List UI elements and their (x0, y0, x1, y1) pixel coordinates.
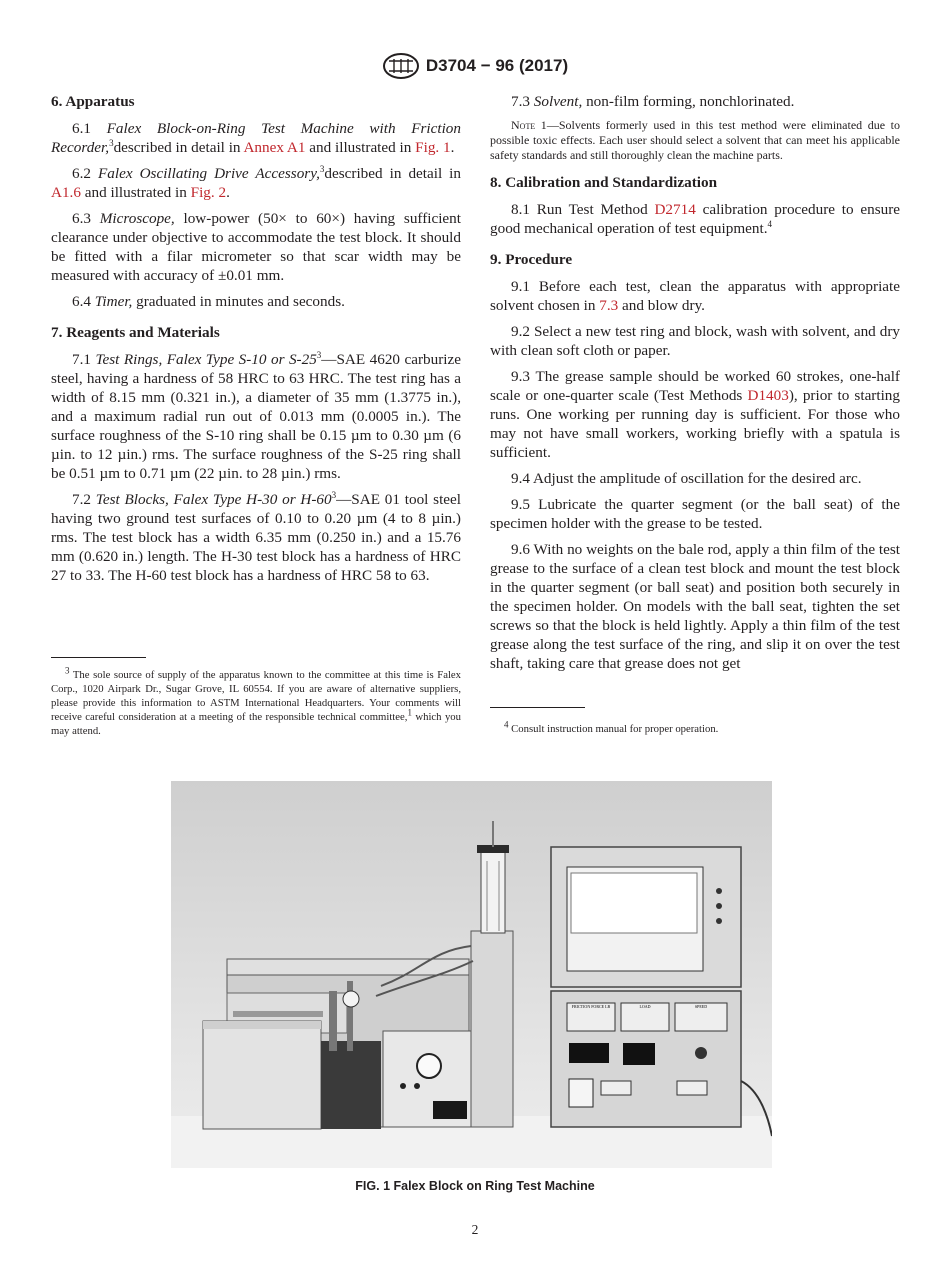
para-8-1: 8.1 Run Test Method D2714 calibration procedure to ensure good mechanical operation of test equipment.$^4$ (490, 201, 901, 237)
annex-a1-link[interactable]: Annex A1 (243, 139, 306, 156)
note-1: Note 1—Solvents formerly used in this test method were eliminated due to possible toxic effects. Each user should select a solvent that can meet his applicable safety standards and still thoroughly clean the machine parts. (490, 118, 900, 162)
panel-label-load: LOAD (639, 1004, 651, 1009)
section-8-heading: 8. Calibration and Standardization (490, 174, 718, 191)
page-header (0, 52, 950, 85)
para-9-6: 9.6 With no weights on the bale rod, apply a thin film of the test grease to the surface of a clean test block and mount the test block in the quarter segment (or ball seat) and position both securely in the specimen holder. On models with the ball seat, tighten the set screws so that the block is held lightly. Apply a thin film of the test grease along the test surface of the ring, and slip it on over the test shaft, taking care that grease does not get (490, 541, 900, 672)
para-6-2: 6.2 Falex Oscillating Drive Accessory,$^3$described in detail in A1.6 and illustrated in Fig. 2. (51, 163, 461, 201)
para-6-4: 6.4 Timer, graduated in minutes and seconds. (72, 293, 345, 310)
para-9-3: 9.3 The grease sample should be worked 60 strokes, one-half scale or one-quarter scale (Test Methods D1403), prior to starting runs. One working per running day is sufficient. For those who may not have small workers, working briefly with a spatula is sufficient. (490, 368, 900, 461)
para-6-1: 6.1 Falex Block-on-Ring Test Machine with Friction Recorder,$^3$described in detail in Annex A1 and illustrated in Fig. 1. (51, 120, 461, 156)
para-9-2: 9.2 Select a new test ring and block, wash with solvent, and dry with clean soft cloth or paper. (490, 323, 900, 359)
section-7-3-link[interactable]: 7.3 (599, 297, 619, 314)
fig-2-link[interactable]: Fig. 2 (190, 184, 227, 201)
footnote-3: $^3$ The sole source of supply of the apparatus known to the committee at this time is Falex Corp., 1020 Airpark Dr., Sugar Grove, IL 60554. If you are aware of alternative suppliers, please provide this information to ASTM International Headquarters. Your comments will receive careful consideration at a meeting of the responsible technical committee,$^1$ which you may attend. (51, 665, 461, 737)
section-6-heading: 6. Apparatus (51, 93, 135, 110)
footnote-rule-left (51, 657, 146, 658)
section-7-heading: 7. Reagents and Materials (51, 324, 220, 341)
para-9-4: 9.4 Adjust the amplitude of oscillation for the desired arc. (511, 470, 862, 487)
page-number: 2 (471, 1222, 479, 1237)
fig-1-link[interactable]: Fig. 1 (415, 139, 451, 156)
left-column (51, 92, 461, 592)
d2714-link[interactable]: D2714 (654, 201, 696, 218)
panel-label-speed: SPEED (694, 1004, 708, 1009)
para-7-2: 7.2 Test Blocks, Falex Type H-30 or $H-60^3—SAE$ 01 tool steel having two ground test surfaces of 0.10 to 0.20 µm (4 to 8 µin.) rms. The test block has a width 6.35 mm (0.250 in.) and a 15.76 mm (0.620 in.) length. The H-30 test block has a hardness of HRC 27 to 33. The H-60 test block has a hardness of HRC 58 to 63. (51, 489, 461, 584)
right-column (490, 92, 900, 680)
figure-1-photo (171, 781, 772, 1168)
figure-caption: FIG. 1 Falex Block on Ring Test Machine (355, 1179, 595, 1193)
footnote-rule-right (490, 707, 585, 708)
section-9-heading: 9. Procedure (490, 251, 573, 268)
para-9-5: 9.5 Lubricate the quarter segment (or the ball seat) of the specimen holder with the grease to be tested. (490, 496, 900, 532)
para-6-3: 6.3 Microscope, low-power (50× to 60×) having sufficient clearance under objective to accommodate the test block. It should be fitted with a filar micrometer so that scar width may be measured with accuracy of ±0.01 mm. (51, 210, 461, 284)
footnote-4: $^4$ Consult instruction manual for proper operation. (504, 719, 719, 735)
para-7-3: 7.3 Solvent, non-film forming, nonchlorinated. (511, 93, 795, 110)
para-9-1: 9.1 Before each test, clean the apparatus with appropriate solvent chosen in 7.3 and blow dry. (490, 278, 901, 314)
panel-label-friction: FRICTION FORCE LB (571, 1004, 611, 1009)
document-id: D3704 − 96 (2017) (425, 56, 569, 75)
astm-logo-icon (382, 52, 420, 80)
a1-6-link[interactable]: A1.6 (51, 184, 81, 201)
d1403-link[interactable]: D1403 (747, 387, 789, 404)
para-7-1: 7.1 Test Rings, Falex Type S-10 or $S-25^3—SAE$ 4620 carburize steel, having a hardness of 58 HRC to 63 HRC. The test ring has a width of 8.15 mm (0.321 in.), a diameter of 35 mm (1.3775 in.), and a maximum radial run out of 0.013 mm (0.0005 in.). The surface roughness of the S-10 ring shall be 0.15 µm to 0.30 µm (6 µin. to 12 µin.) rms. The surface roughness of the S-25 ring shall be 0.51 µm to 0.71 µm (22 µin. to 28 µin.) rms. (51, 349, 461, 482)
